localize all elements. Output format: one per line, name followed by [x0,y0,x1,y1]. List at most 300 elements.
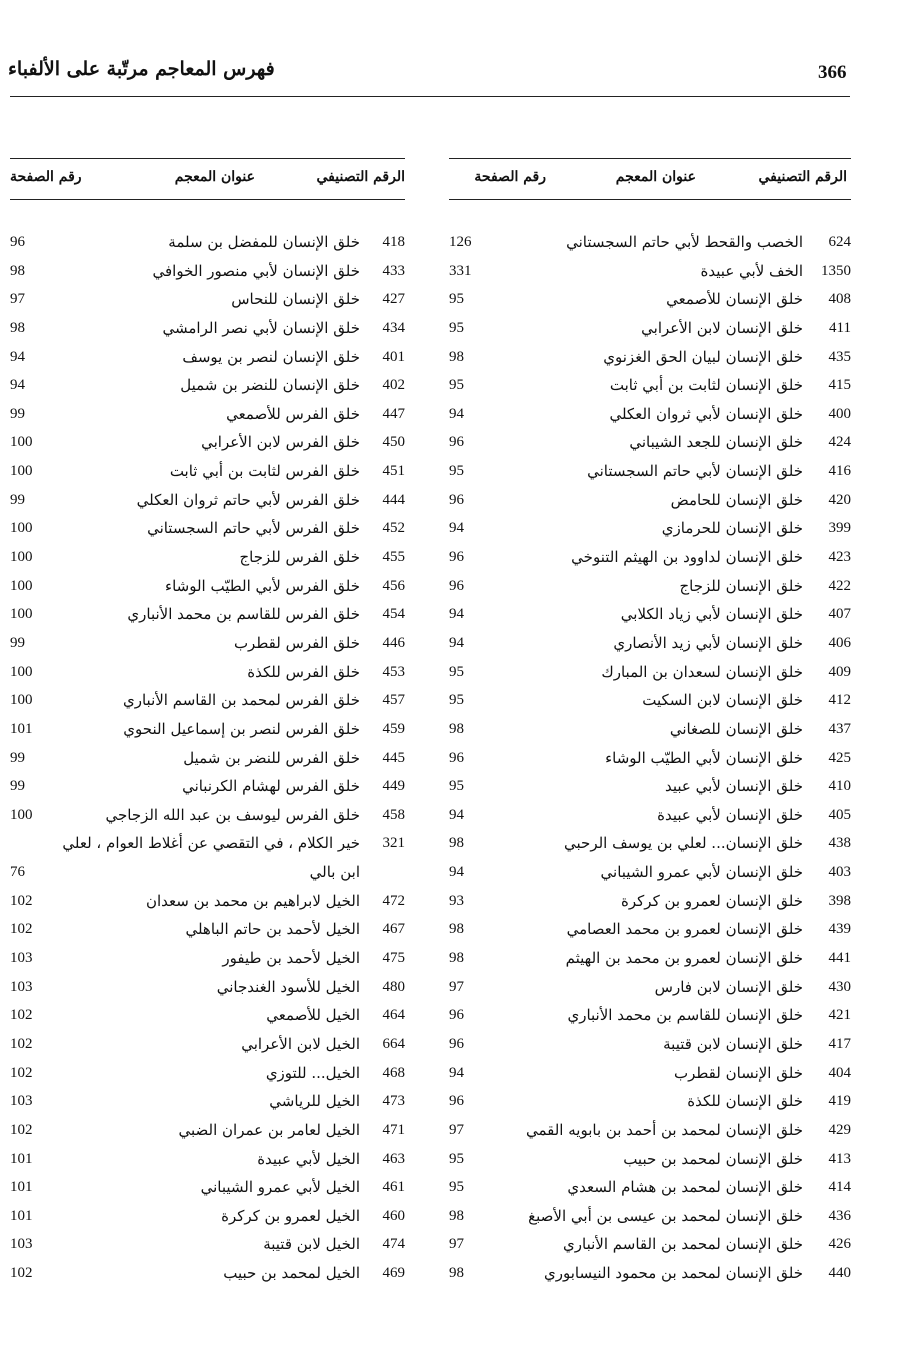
classification-number: 480 [382,978,405,995]
page-reference: 97 [449,1236,464,1253]
page-reference: 98 [449,720,464,737]
index-row [449,919,851,948]
page-reference: 100 [10,577,33,594]
page-reference: 95 [449,663,464,680]
index-row [10,748,405,777]
classification-number: 412 [828,692,851,709]
page-reference: 102 [10,1035,33,1052]
dictionary-title: خلق الإنسان لمحمد بن أحمد بن بابويه القمي [525,1120,803,1139]
page-reference: 94 [449,806,464,823]
dictionary-title: خلق الإنسان للحرمازي [661,519,803,538]
classification-number: 401 [382,348,405,365]
dictionary-title: خلق الإنسان لعمرو بن محمد العصامي [566,920,803,939]
index-row [449,1120,851,1149]
classification-number: 421 [828,1007,851,1024]
page-reference: 95 [449,291,464,308]
page-reference: 98 [449,921,464,938]
index-row [10,948,405,977]
index-row [449,518,851,547]
classification-number: 408 [828,291,851,308]
dictionary-title: خلق الفرس لثابت بن أبي ثابت [169,462,360,481]
classification-number: 461 [382,1179,405,1196]
classification-number: 423 [828,549,851,566]
dictionary-title: خلق الإنسان لعمرو بن كركرة [621,891,803,910]
classification-number: 437 [828,720,851,737]
dictionary-title: خلق الفرس للكذة [247,662,360,681]
dictionary-title: الخيل لأحمد بن حاتم الباهلي [185,920,360,939]
index-row [449,404,851,433]
index-row [449,662,851,691]
classification-number: 411 [829,319,851,336]
page-reference: 103 [10,1236,33,1253]
classification-number: 458 [382,806,405,823]
dictionary-title: خلق الإنسان لأبي نصر الرامشي [162,318,360,337]
dictionary-title: خلق الإنسان لنصر بن يوسف [182,347,360,366]
dictionary-title: خلق الإنسان للنحاس [231,290,360,309]
header-rule [10,96,850,97]
classification-number: 475 [382,950,405,967]
index-rows [449,232,851,1292]
dictionary-title: الخيل للرياشي [269,1092,360,1111]
classification-number: 409 [828,663,851,680]
header-title: عنوان المعجم [174,169,255,185]
index-row [449,461,851,490]
index-rows [10,232,405,1292]
page-reference: 97 [449,1121,464,1138]
index-row [449,748,851,777]
classification-number: 440 [828,1265,851,1282]
classification-number: 474 [382,1236,405,1253]
dictionary-title: الخيل... للتوزي [265,1063,360,1082]
page-reference: 102 [10,921,33,938]
index-row [449,719,851,748]
classification-number: 456 [382,577,405,594]
page-reference: 76 [10,864,25,881]
dictionary-title: خلق الإنسان لأبي عمرو الشيباني [600,863,803,882]
dictionary-title: الخيل لابن قتيبة [263,1235,360,1254]
classification-number: 407 [828,606,851,623]
classification-number: 398 [828,892,851,909]
page-reference: 94 [10,348,25,365]
index-row [449,604,851,633]
page-reference: 95 [449,377,464,394]
index-row [10,318,405,347]
classification-number: 400 [828,405,851,422]
classification-number: 321 [382,835,405,852]
index-row [10,805,405,834]
classification-number: 664 [382,1035,405,1052]
index-row [449,633,851,662]
classification-number: 427 [382,291,405,308]
classification-number: 425 [828,749,851,766]
dictionary-title: الخف لأبي عبيدة [700,261,803,280]
index-row [10,375,405,404]
page-reference: 95 [449,319,464,336]
classification-number: 455 [382,549,405,566]
dictionary-title: خلق الفرس لهشام الكرنباني [182,777,360,796]
page-reference: 95 [449,778,464,795]
index-row [10,662,405,691]
index-row [10,490,405,519]
index-row [449,289,851,318]
index-row [10,690,405,719]
page-reference: 94 [449,634,464,651]
dictionary-title: خلق الإنسان لابن قتيبة [663,1034,803,1053]
index-row [449,948,851,977]
dictionary-title: خلق الإنسان لأبي عبيدة [657,805,803,824]
index-row [449,776,851,805]
dictionary-title: خلق الإنسان لأبي زيد الأنصاري [613,633,803,652]
page-reference: 100 [10,606,33,623]
dictionary-title: الخيل لابراهيم بن محمد بن سعدان [145,891,360,910]
index-row [449,490,851,519]
page-reference: 98 [10,319,25,336]
dictionary-title: الخيل لابن الأعرابي [241,1034,360,1053]
classification-number: 467 [382,921,405,938]
dictionary-title: خلق الإنسان لمحمد بن القاسم الأنباري [563,1235,803,1254]
page-reference: 100 [10,806,33,823]
classification-number: 429 [828,1121,851,1138]
dictionary-title: خلق الإنسان لعمرو بن محمد بن الهيثم [565,949,803,968]
dictionary-title: خلق الإنسان للنضر بن شميل [180,376,360,395]
page-reference: 93 [449,892,464,909]
dictionary-title: خلق الإنسان لأبي عبيد [664,777,803,796]
page-reference: 99 [10,634,25,651]
classification-number: 444 [382,491,405,508]
index-row [449,576,851,605]
index-row [449,261,851,290]
classification-number: 418 [382,234,405,250]
dictionary-title: خلق الإنسان لبيان الحق الغزنوي [603,347,803,366]
page-reference: 100 [10,663,33,680]
header-title: عنوان المعجم [615,169,696,185]
page-reference: 100 [10,434,33,451]
page-reference: 102 [10,1265,33,1282]
dictionary-title: خلق الفرس لأبي الطيّب الوشاء [165,576,360,595]
running-title: فهرس المعاجم مرتّبة على الألفباء [8,58,275,80]
page-reference: 97 [10,291,25,308]
index-row [10,1263,405,1292]
index-row [449,432,851,461]
page-reference: 99 [10,491,25,508]
classification-number: 452 [382,520,405,537]
dictionary-title: خلق الفرس للقاسم بن محمد الأنباري [127,605,360,624]
classification-number: 472 [382,892,405,909]
classification-number: 422 [828,577,851,594]
index-row [10,547,405,576]
page-reference: 101 [10,1179,33,1196]
dictionary-title: خلق الإنسان للزجاج [679,576,803,595]
classification-number: 406 [828,634,851,651]
index-row [449,318,851,347]
classification-number: 459 [382,720,405,737]
index-row [449,1091,851,1120]
index-row [10,1120,405,1149]
classification-number: 450 [382,434,405,451]
classification-number: 441 [828,950,851,967]
dictionary-title: خلق الإنسان لثابت بن أبي ثابت [609,376,803,395]
page-reference: 96 [10,234,25,250]
classification-number: 420 [828,491,851,508]
dictionary-title: خلق الإنسان لأبي الطيّب الوشاء [605,748,803,767]
index-row [10,833,405,862]
index-row [10,1177,405,1206]
page-reference: 95 [449,463,464,480]
page-reference: 99 [10,778,25,795]
classification-number: 624 [828,234,851,250]
dictionary-title: خلق الإنسان لأبي حاتم السجستاني [587,462,803,481]
index-row [449,347,851,376]
index-row [10,604,405,633]
index-row [10,1149,405,1178]
index-row [449,375,851,404]
classification-number: 446 [382,634,405,651]
page-reference: 94 [449,864,464,881]
index-row [10,776,405,805]
classification-number: 419 [828,1093,851,1110]
index-column-left [10,158,405,1292]
index-row [449,891,851,920]
dictionary-title: خلق الفرس للنضر بن شميل [183,748,360,767]
dictionary-title: خلق الإنسان لسعدان بن المبارك [601,662,803,681]
classification-number: 404 [828,1064,851,1081]
page-reference: 100 [10,549,33,566]
page-reference: 96 [449,549,464,566]
classification-number: 435 [828,348,851,365]
page-number: 366 [818,62,847,83]
index-row [10,261,405,290]
index-row [10,1091,405,1120]
dictionary-title: الخصب والقحط لأبي حاتم السجستاني [566,233,803,251]
page-reference: 94 [449,405,464,422]
index-row [449,1177,851,1206]
dictionary-title: الخيل للأصمعي [266,1006,360,1025]
column-header [10,159,405,200]
page-reference: 94 [449,1064,464,1081]
classification-number: 449 [382,778,405,795]
classification-number: 410 [828,778,851,795]
index-row [449,1034,851,1063]
classification-number: 414 [828,1179,851,1196]
page-reference: 96 [449,434,464,451]
index-row [10,518,405,547]
dictionary-title: خلق الفرس للأصمعي [226,404,360,423]
classification-number: 457 [382,692,405,709]
page-reference: 94 [449,606,464,623]
classification-number: 473 [382,1093,405,1110]
page-reference: 96 [449,491,464,508]
index-row [10,633,405,662]
index-row [10,432,405,461]
dictionary-title: خلق الفرس لأبي حاتم السجستاني [147,519,360,538]
classification-number: 464 [382,1007,405,1024]
dictionary-title: خلق الإنسان لابن السكيت [642,691,803,710]
dictionary-title: خلق الإنسان للمفضل بن سلمة [168,233,360,251]
dictionary-title: خير الكلام ، في التقصي عن أغلاط العوام ، لعلي [62,834,360,853]
page-reference: 103 [10,1093,33,1110]
index-row [10,1005,405,1034]
dictionary-title: خلق الإنسان للقاسم بن محمد الأنباري [567,1006,803,1025]
header-code: الرقم التصنيفي [316,169,405,185]
page-reference: 94 [449,520,464,537]
dictionary-title: خلق الإنسان... لعلي بن يوسف الرحبي [564,834,803,853]
page-reference: 98 [449,348,464,365]
index-row [10,977,405,1006]
page-reference: 102 [10,1121,33,1138]
dictionary-title: الخيل لعامر بن عمران الضبي [178,1120,360,1139]
classification-number: 447 [382,405,405,422]
index-row [449,833,851,862]
page-reference: 95 [449,1179,464,1196]
index-row [449,1149,851,1178]
page-reference: 95 [449,1150,464,1167]
page-reference: 99 [10,749,25,766]
dictionary-title: خلق الإنسان لأبي منصور الخوافي [152,261,360,280]
index-row [10,1063,405,1092]
dictionary-title: الخيل لعمرو بن كركرة [221,1206,360,1225]
classification-number: 402 [382,377,405,394]
index-row [449,977,851,1006]
dictionary-title: خلق الفرس لقطرب [233,633,360,652]
classification-number: 463 [382,1150,405,1167]
index-row [449,1005,851,1034]
dictionary-title: الخيل لأحمد بن طيفور [222,949,360,968]
page-reference: 94 [10,377,25,394]
dictionary-title: خلق الإنسان لابن الأعرابي [641,318,803,337]
dictionary-title: خلق الفرس للزجاج [239,548,360,567]
dictionary-title: ابن بالي [309,863,360,882]
page-reference: 101 [10,720,33,737]
page-reference: 98 [449,1207,464,1224]
index-row [10,347,405,376]
page-reference: 98 [10,262,25,279]
dictionary-title: خلق الإنسان للكذة [687,1092,803,1111]
dictionary-title: خلق الفرس ليوسف بن عبد الله الزجاجي [105,805,360,824]
dictionary-title: خلق الإنسان لابن فارس [654,977,803,996]
index-row [10,1034,405,1063]
classification-number: 454 [382,606,405,623]
classification-number: 424 [828,434,851,451]
classification-number: 399 [828,520,851,537]
classification-number: 415 [828,377,851,394]
page-reference: 102 [10,892,33,909]
dictionary-title: الخيل لأبي عبيدة [257,1149,360,1168]
page-reference: 96 [449,1035,464,1052]
dictionary-title: الخيل للأسود الغندجاني [216,977,360,996]
classification-number: 468 [382,1064,405,1081]
page-reference: 100 [10,463,33,480]
page-reference: 98 [449,1265,464,1282]
index-row [10,1206,405,1235]
classification-number: 439 [828,921,851,938]
page-reference: 126 [449,234,472,250]
index-row [10,862,405,891]
index-row [449,805,851,834]
page-reference: 101 [10,1207,33,1224]
page-reference: 99 [10,405,25,422]
page-reference: 103 [10,950,33,967]
page-reference: 102 [10,1007,33,1024]
classification-number: 445 [382,749,405,766]
index-row [449,232,851,261]
dictionary-title: خلق الإنسان للصغاني [669,719,803,738]
dictionary-title: خلق الإنسان لمحمد بن محمود النيسابوري [544,1264,803,1283]
index-row [449,547,851,576]
classification-number: 469 [382,1265,405,1282]
dictionary-title: خلق الإنسان للجعد الشيباني [629,433,803,452]
dictionary-title: الخيل لمحمد بن حبيب [223,1264,360,1283]
classification-number: 403 [828,864,851,881]
index-row [449,690,851,719]
dictionary-title: خلق الإنسان لأبي زياد الكلابي [620,605,803,624]
classification-number: 416 [828,463,851,480]
page-reference: 102 [10,1064,33,1081]
classification-number: 453 [382,663,405,680]
index-row [10,289,405,318]
classification-number: 471 [382,1121,405,1138]
classification-number: 433 [382,262,405,279]
classification-number: 426 [828,1236,851,1253]
index-row [10,719,405,748]
column-header [449,159,851,200]
index-row [10,232,405,261]
classification-number: 417 [828,1035,851,1052]
page-reference: 100 [10,520,33,537]
dictionary-title: الخيل لأبي عمرو الشيباني [200,1178,360,1197]
dictionary-title: خلق الفرس لمحمد بن القاسم الأنباري [123,691,360,710]
dictionary-title: خلق الفرس لنصر بن إسماعيل النحوي [123,719,360,738]
classification-number: 413 [828,1150,851,1167]
page-reference: 97 [449,978,464,995]
page-reference: 98 [449,835,464,852]
page-reference: 96 [449,1093,464,1110]
page-reference: 331 [449,262,472,279]
page-reference: 95 [449,692,464,709]
classification-number: 438 [828,835,851,852]
index-column-right [449,158,851,1292]
header-page: رقم الصفحة [10,169,82,185]
dictionary-title: خلق الإنسان للحامض [670,490,803,509]
classification-number: 436 [828,1207,851,1224]
dictionary-title: خلق الإنسان لمحمد بن حبيب [623,1149,803,1168]
page-reference: 96 [449,577,464,594]
dictionary-title: خلق الإنسان لأبي ثروان العكلي [609,404,803,423]
page-reference: 98 [449,950,464,967]
page-reference: 101 [10,1150,33,1167]
index-row [10,404,405,433]
index-row [449,1063,851,1092]
classification-number: 405 [828,806,851,823]
header-code: الرقم التصنيفي [758,169,847,185]
dictionary-title: خلق الإنسان للأصمعي [666,290,803,309]
index-row [449,862,851,891]
dictionary-title: خلق الفرس لأبي حاتم ثروان العكلي [136,490,360,509]
page-reference: 96 [449,1007,464,1024]
classification-number: 451 [382,463,405,480]
page-reference: 103 [10,978,33,995]
page-reference: 96 [449,749,464,766]
index-row [10,461,405,490]
dictionary-title: خلق الإنسان لمحمد بن هشام السعدي [567,1178,803,1197]
classification-number: 460 [382,1207,405,1224]
classification-number: 1350 [821,262,851,279]
dictionary-title: خلق الإنسان لقطرب [673,1063,803,1082]
dictionary-title: خلق الفرس لابن الأعرابي [201,433,360,452]
classification-number: 430 [828,978,851,995]
dictionary-title: خلق الإنسان لمحمد بن عيسى بن أبي الأصبغ [528,1206,803,1225]
page-header [8,58,850,92]
index-row [10,891,405,920]
